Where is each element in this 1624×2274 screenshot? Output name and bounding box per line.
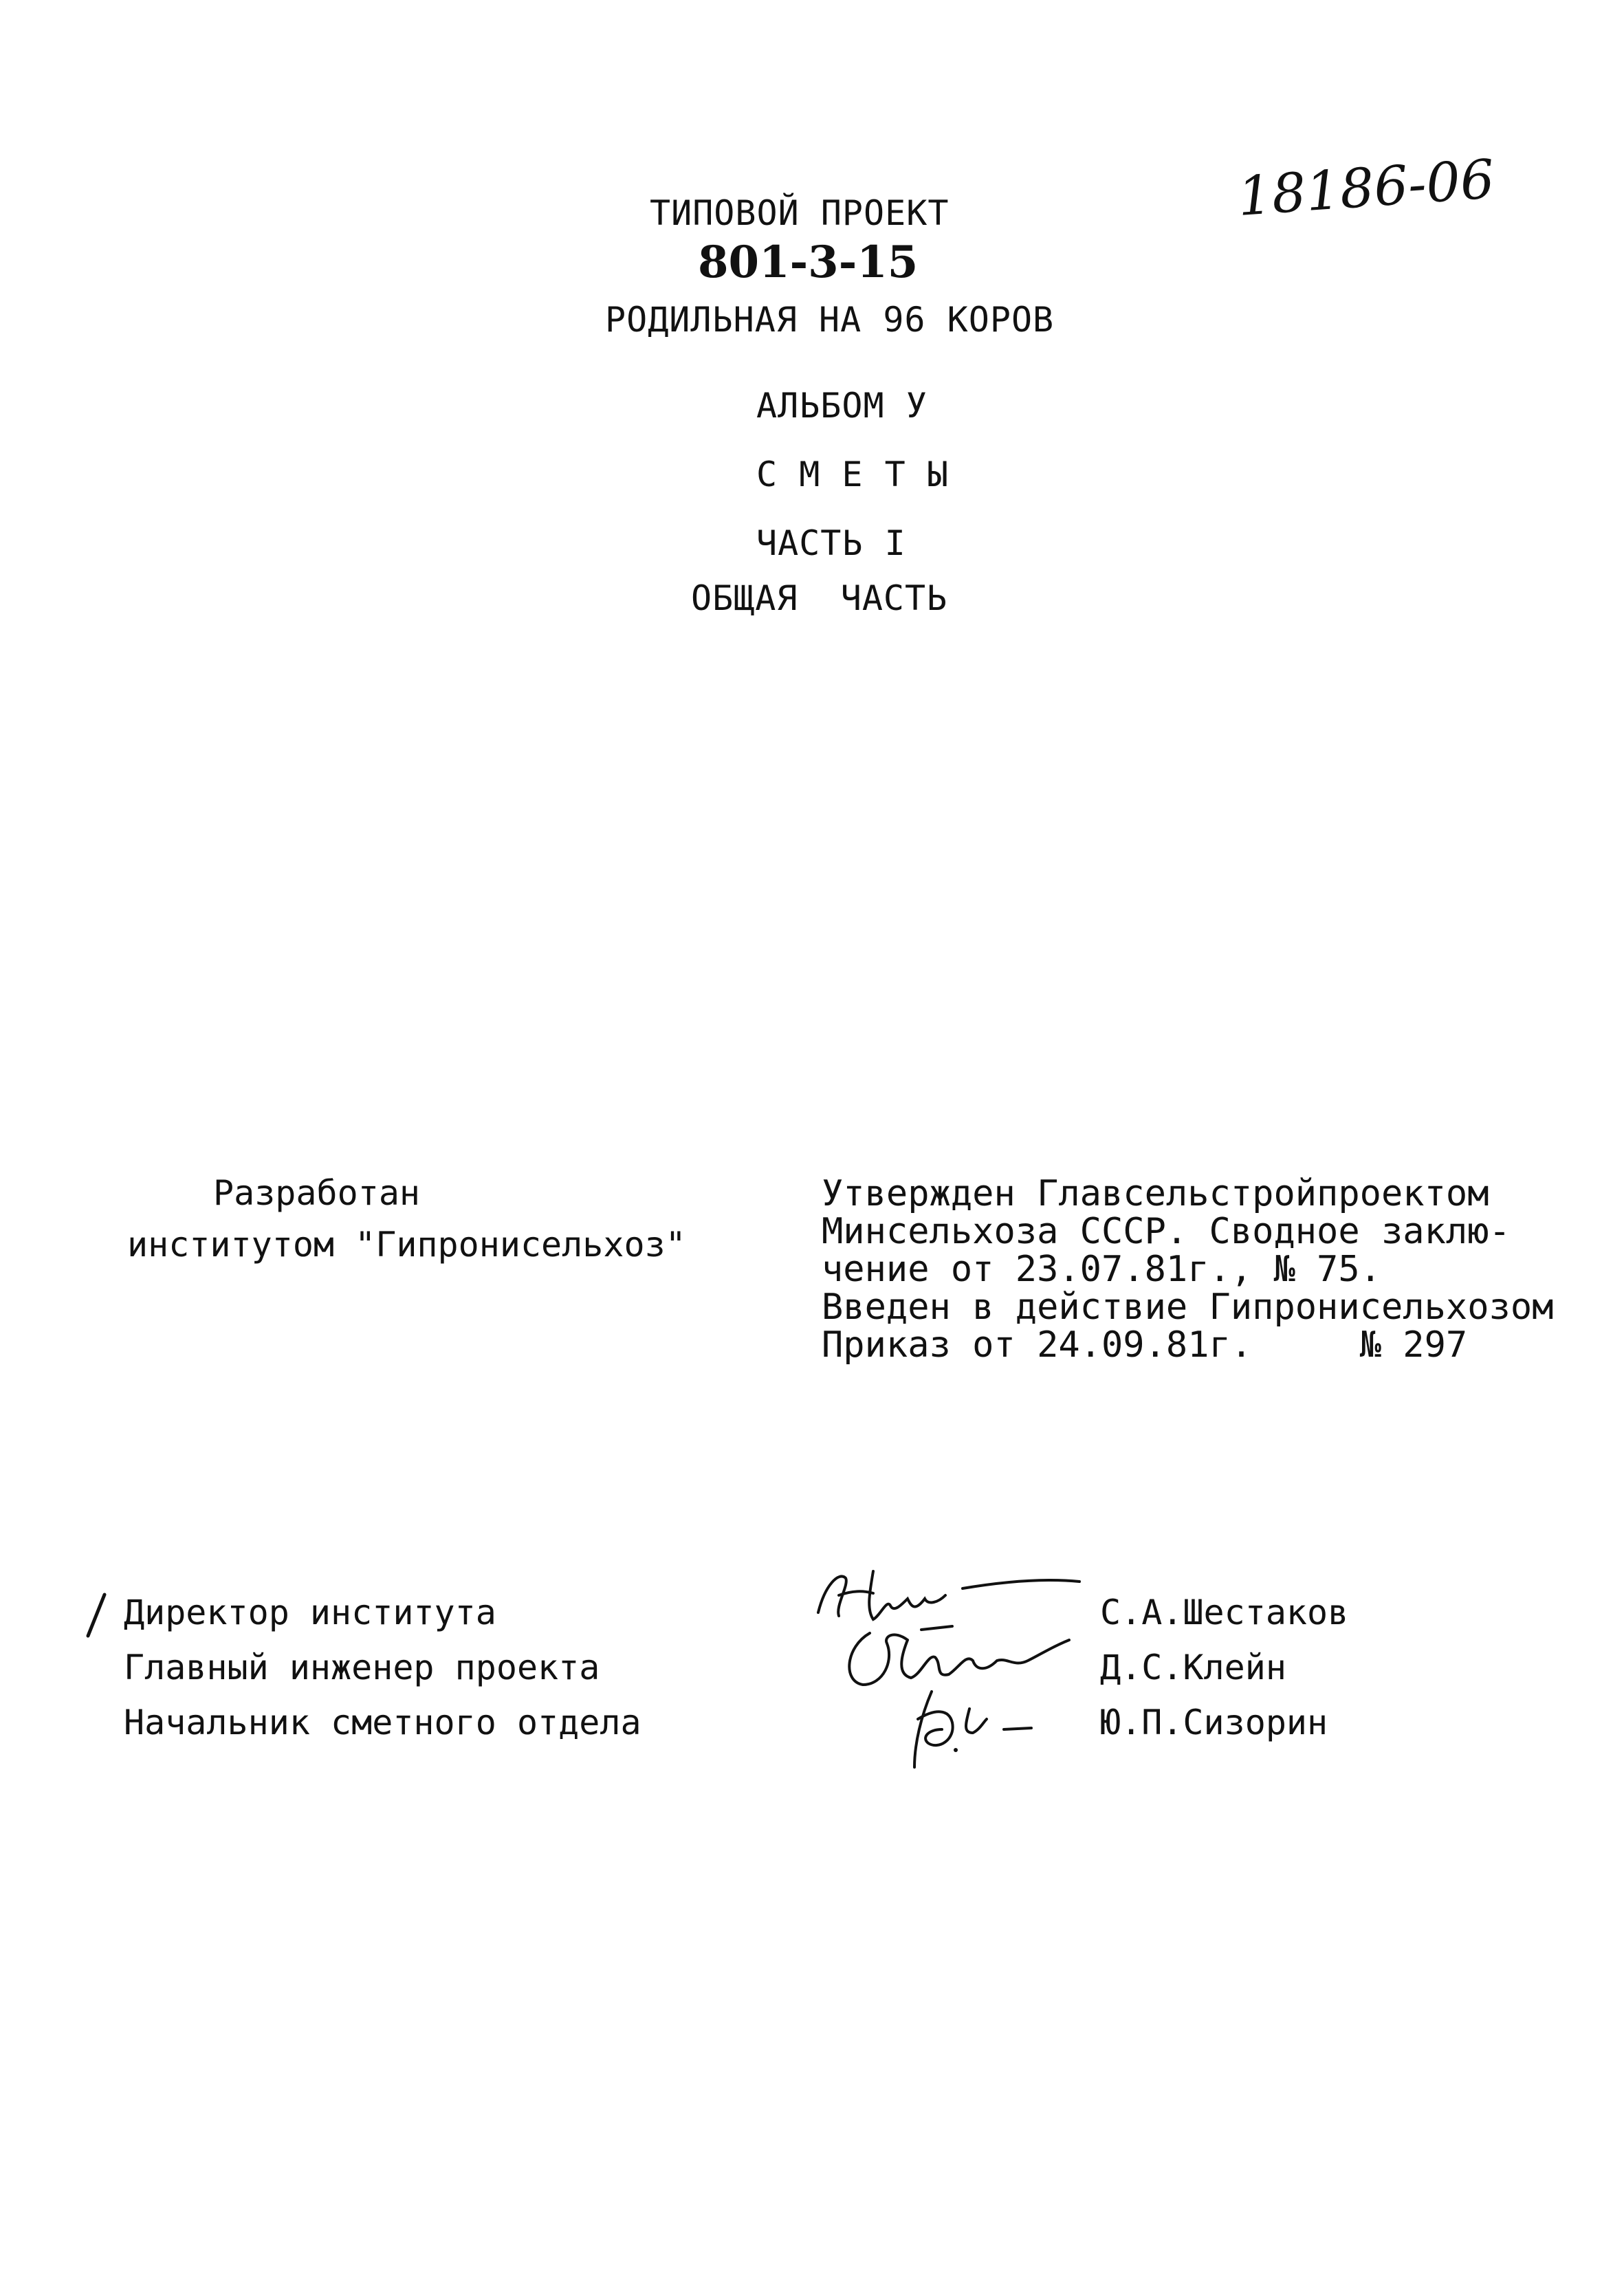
signatory-name-chief-engineer: Д.С.Клейн bbox=[1100, 1648, 1286, 1687]
approval-line-5: Приказ от 24.09.81г. № 297 bbox=[822, 1324, 1468, 1366]
archive-number: 18186-06 bbox=[1236, 149, 1497, 228]
developer-line-2: институтом "Гипронисельхоз" bbox=[127, 1225, 686, 1265]
section-label: С М Е Т Ы bbox=[756, 455, 949, 494]
signatory-name-director: С.А.Шестаков bbox=[1100, 1593, 1349, 1632]
header-line-typical-project: ТИПОВОЙ ПРОЕКТ bbox=[650, 193, 950, 233]
signature-estimate-head bbox=[894, 1681, 1073, 1771]
project-number: 801-3-15 bbox=[698, 237, 919, 288]
approval-line-2: Минсельхоза СССР. Сводное заклю- bbox=[822, 1211, 1511, 1252]
developer-line-1: Разработан bbox=[213, 1173, 421, 1213]
signatory-name-estimate-head: Ю.П.Сизорин bbox=[1100, 1703, 1328, 1742]
signatory-position-estimate-head: Начальник сметного отдела bbox=[124, 1703, 641, 1742]
signatory-position-chief-engineer: Главный инженер проекта bbox=[124, 1648, 600, 1687]
approval-line-4: Введен в действие Гипронисельхозом bbox=[822, 1287, 1554, 1328]
album-label: АЛЬБОМ У bbox=[756, 386, 928, 426]
approval-line-1: Утвержден Главсельстройпроектом bbox=[822, 1173, 1489, 1214]
margin-mark-icon bbox=[83, 1592, 110, 1640]
part-title: ОБЩАЯ ЧАСТЬ bbox=[691, 578, 948, 618]
signatory-position-director: Директор института bbox=[124, 1593, 496, 1632]
approval-line-3: чение от 23.07.81г., № 75. bbox=[822, 1249, 1381, 1290]
part-label: ЧАСТЬ I bbox=[756, 523, 906, 563]
header-line-subject: РОДИЛЬНАЯ НА 96 КОРОВ bbox=[605, 300, 1055, 340]
